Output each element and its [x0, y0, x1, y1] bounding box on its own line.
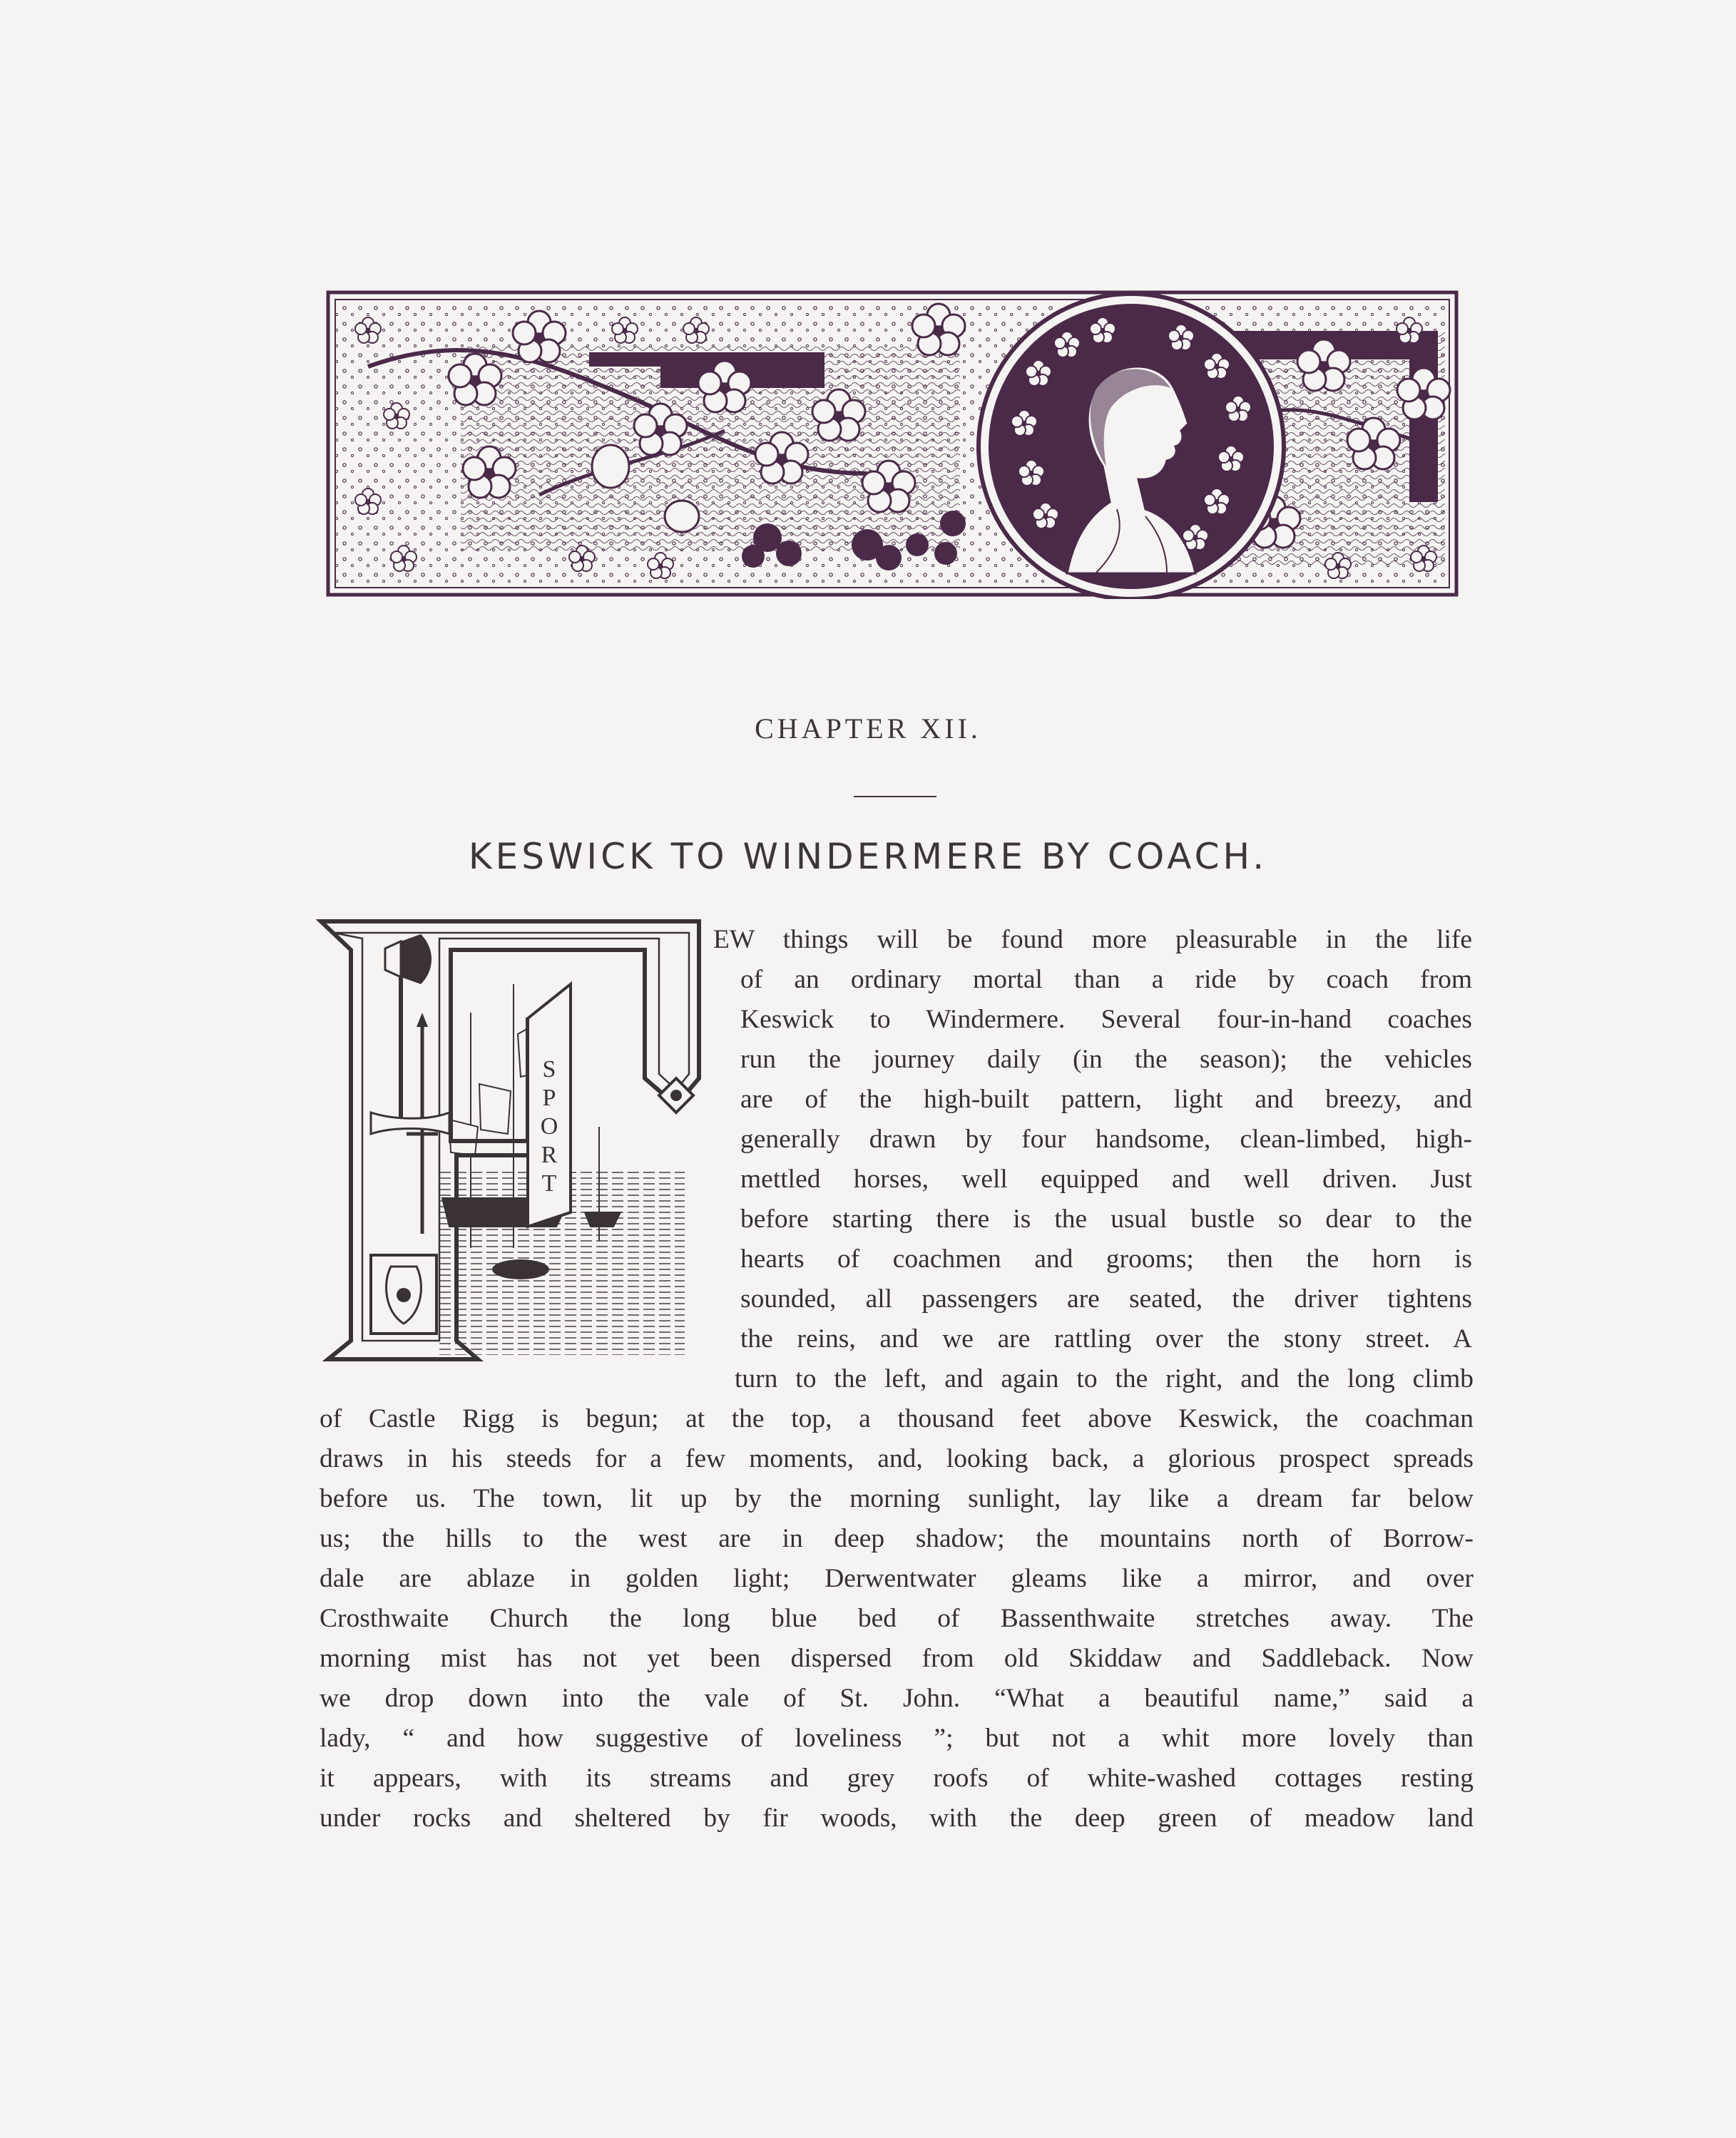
floral-headpiece-ornament [325, 288, 1461, 599]
body-text-line: Keswick to Windermere. Several four-in-hand coaches [740, 1005, 1472, 1034]
svg-text:T: T [541, 1170, 557, 1197]
body-text-line: morning mist has not yet been dispersed from old Skiddaw and Saddleback. Now [320, 1644, 1474, 1673]
svg-text:R: R [541, 1142, 558, 1168]
body-text-line: the reins, and we are rattling over the stony street. A [740, 1324, 1472, 1354]
body-text-line: of Castle Rigg is begun; at the top, a thousand feet above Keswick, the coachman [320, 1404, 1474, 1433]
body-text-line: us; the hills to the west are in deep shadow; the mountains north of Borrow- [320, 1524, 1474, 1553]
body-text-line: mettled horses, well equipped and well driven. Just [740, 1165, 1472, 1194]
body-text-line: are of the high-built pattern, light and breezy, and [740, 1085, 1472, 1114]
body-text-line: it appears, with its streams and grey roofs of white-washed cottages resting [320, 1764, 1474, 1793]
body-text-line: EW things will be found more pleasurable in the life [713, 925, 1472, 954]
body-text-line: under rocks and sheltered by fir woods, with the deep green of meadow land [320, 1804, 1474, 1833]
svg-text:P: P [542, 1085, 556, 1111]
body-text-line: we drop down into the vale of St. John. “What a beautiful name,” said a [320, 1684, 1474, 1713]
svg-text:S: S [542, 1056, 556, 1083]
illuminated-initial-f [314, 913, 708, 1381]
body-text-line: lady, “ and how suggestive of loveliness ”; but not a whit more lovely than [320, 1724, 1474, 1753]
body-text-line: turn to the left, and again to the right, and the long climb [735, 1364, 1474, 1393]
body-text-line: Crosthwaite Church the long blue bed of Bassenthwaite stretches away. The [320, 1604, 1474, 1633]
body-text-line: hearts of coachmen and grooms; then the horn is [740, 1244, 1472, 1274]
body-text-line: generally drawn by four handsome, clean-limbed, high- [740, 1125, 1472, 1154]
body-text-line: before us. The town, lit up by the morning sunlight, lay like a dream far below [320, 1484, 1474, 1513]
chapter-number: CHAPTER XII. [755, 712, 981, 745]
chapter-title: KESWICK TO WINDERMERE BY COACH. [468, 836, 1268, 877]
body-text-line: dale are ablaze in golden light; Derwentwater gleams like a mirror, and over [320, 1564, 1474, 1593]
body-text-line: of an ordinary mortal than a ride by coach from [740, 965, 1472, 994]
body-text-line: run the journey daily (in the season); the vehicles [740, 1045, 1472, 1074]
body-text-line: sounded, all passengers are seated, the driver tightens [740, 1284, 1472, 1314]
svg-text:O: O [540, 1113, 558, 1140]
body-text-line: draws in his steeds for a few moments, and, looking back, a glorious prospect spreads [320, 1444, 1474, 1473]
body-text-line: before starting there is the usual bustle so dear to the [740, 1204, 1472, 1234]
chapter-divider-rule [854, 796, 936, 797]
